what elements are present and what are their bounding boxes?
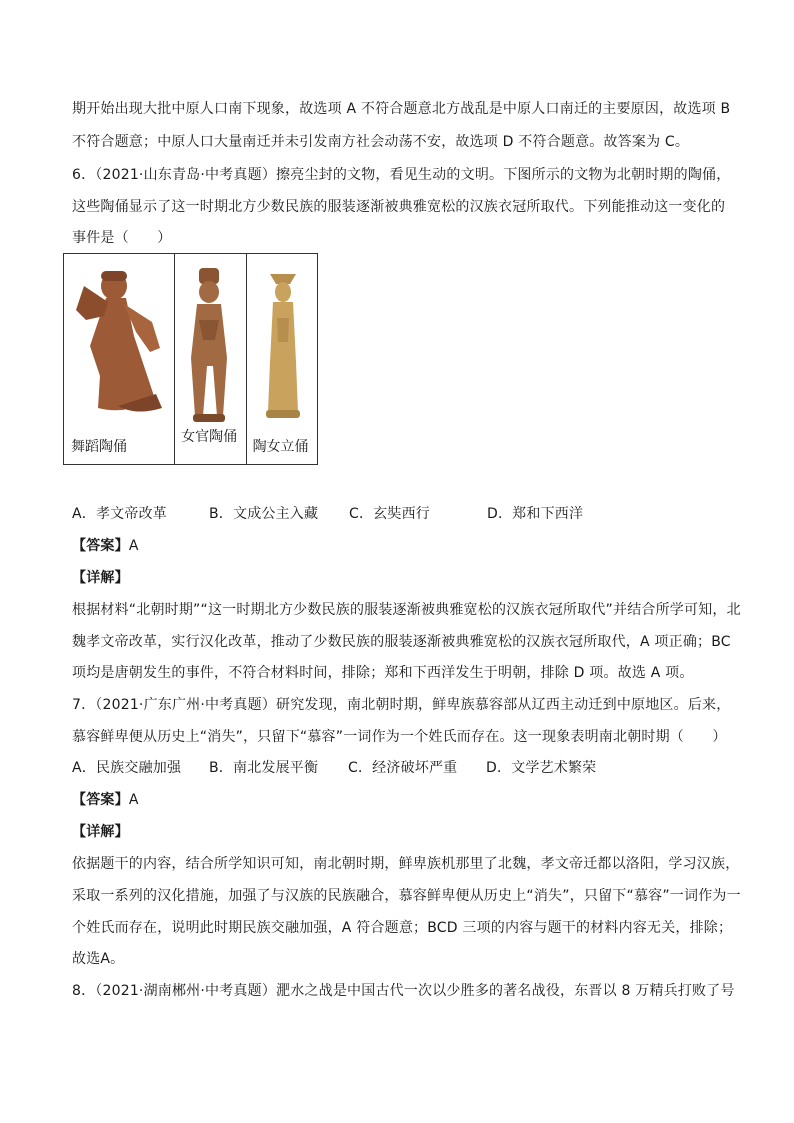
answer-label: 【答案】 bbox=[72, 538, 129, 554]
detail-line: 依据题干的内容，结合所学知识可知，南北朝时期，鲜卑族机那里了北魏，孝文帝迁都以洛阳，学习汉族， bbox=[72, 856, 740, 872]
figurine-cell-standing bbox=[246, 254, 317, 464]
option-c: C．玄奘西行 bbox=[349, 506, 430, 522]
question-6-stem: 6．（2021·山东青岛·中考真题）擦亮尘封的文物，看见生动的文明。下图所示的文物为北朝时期的陶俑， bbox=[72, 167, 731, 183]
answer-value: A bbox=[128, 538, 139, 554]
question-6-answer bbox=[72, 536, 732, 556]
option-a: A．民族交融加强 bbox=[72, 760, 182, 776]
text-line: 不符合题意；中原人口大量南迁并未引发南方社会动荡不安，故选项 D 不符合题意。故答案为 C。 bbox=[72, 134, 690, 150]
question-6-detail-label bbox=[72, 568, 732, 588]
question-6-stem: 事件是（ ） bbox=[72, 230, 172, 246]
option-c: C．经济破坏严重 bbox=[348, 760, 458, 776]
figurine-cell-official bbox=[174, 254, 245, 464]
detail-label: 【详解】 bbox=[72, 570, 129, 586]
text-line: 期开始出现大批中原人口南下现象，故选项 A 不符合题意北方战乱是中原人口南迁的主要原因，故选项 B bbox=[72, 101, 731, 117]
detail-line: 根据材料“北朝时期”“这一时期北方少数民族的服装逐渐被典雅宽松的汉族衣冠所取代”并结合所学可知，北 bbox=[72, 602, 741, 618]
figure-caption: 女官陶俑 bbox=[181, 429, 238, 445]
detail-line: 采取一系列的汉化措施，加强了与汉族的民族融合，慕容鲜卑便从历史上“消失”，只留下“慕容”一词作为一 bbox=[72, 888, 741, 904]
figurine-figure bbox=[63, 253, 318, 465]
question-6-options bbox=[72, 504, 732, 524]
option-a: A．孝文帝改革 bbox=[72, 506, 167, 522]
answer-label: 【答案】 bbox=[72, 792, 129, 808]
dancing-figurine-image bbox=[70, 266, 170, 421]
question-7-stem: 7．（2021·广东广州·中考真题）研究发现，南北朝时期，鲜卑族慕容部从辽西主动迁到中原地区。后来， bbox=[72, 697, 731, 713]
standing-female-figurine-image bbox=[260, 272, 306, 422]
question-7-detail-label bbox=[72, 822, 732, 842]
female-official-figurine-image bbox=[181, 266, 237, 431]
question-7-answer bbox=[72, 790, 732, 810]
figure-caption: 舞蹈陶俑 bbox=[71, 439, 127, 455]
question-7-stem: 慕容鲜卑便从历史上“消失”，只留下“慕容”一词作为一个姓氏而存在。这一现象表明南北朝时期（ ） bbox=[72, 729, 727, 745]
figure-caption: 陶女立俑 bbox=[252, 439, 309, 455]
figurine-cell-dancing bbox=[64, 254, 174, 464]
option-b: B．文成公主入藏 bbox=[209, 506, 319, 522]
question-8-stem: 8．（2021·湖南郴州·中考真题）淝水之战是中国古代一次以少胜多的著名战役，东晋以 8 万精兵打败了号 bbox=[72, 983, 735, 999]
option-b: B．南北发展平衡 bbox=[209, 760, 319, 776]
question-6-stem: 这些陶俑显示了这一时期北方少数民族的服装逐渐被典雅宽松的汉族衣冠所取代。下列能推动这一变化的 bbox=[72, 199, 726, 215]
detail-line: 魏孝文帝改革，实行汉化改革，推动了少数民族的服装逐渐被典雅宽松的汉族衣冠所取代，A 项正确；BC bbox=[72, 634, 731, 650]
option-d: D．郑和下西洋 bbox=[487, 506, 584, 522]
detail-line: 故选A。 bbox=[72, 951, 125, 967]
answer-value: A bbox=[128, 792, 139, 808]
detail-label: 【详解】 bbox=[72, 824, 129, 840]
question-7-options bbox=[72, 758, 732, 778]
option-d: D．文学艺术繁荣 bbox=[486, 760, 597, 776]
detail-line: 个姓氏而存在，说明此时期民族交融加强，A 符合题意；BCD 三项的内容与题干的材料内容无关，排除； bbox=[72, 920, 733, 936]
detail-line: 项均是唐朝发生的事件，不符合材料时间，排除；郑和下西洋发生于明朝，排除 D 项。故选 A 项。 bbox=[72, 665, 694, 681]
